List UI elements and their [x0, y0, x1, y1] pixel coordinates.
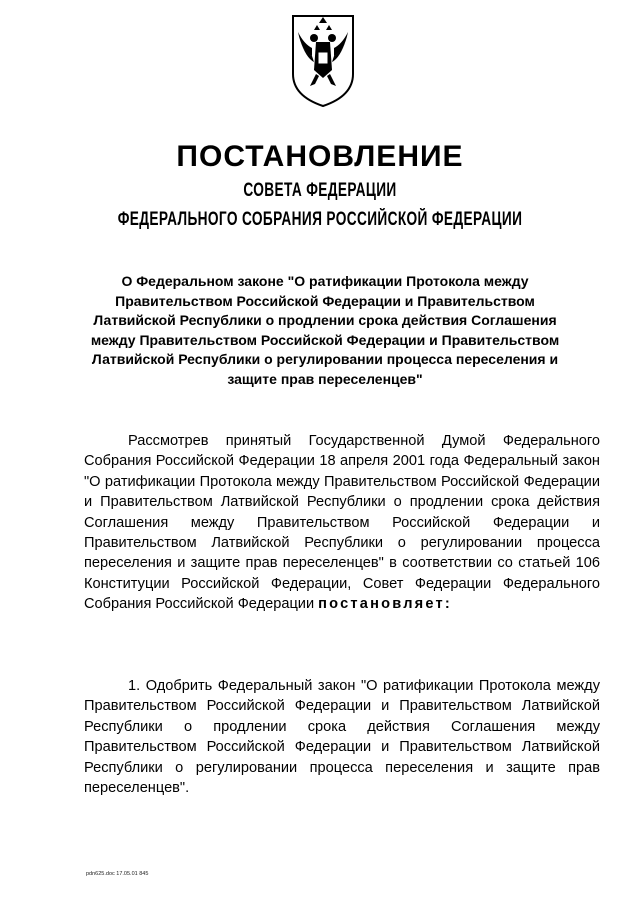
- document-subject: О Федеральном законе "О ратификации Протокола между Правительством Российской Федерации и Правительством Латвийской Республики о продлении срока действия Соглашения между Правительством Российской Федерации и Правительством Латвийской Республики о регулировании процесса переселения и защите прав переселенцев": [90, 273, 560, 387]
- file-footer: pdn625.doc 17.05.01 845: [86, 871, 149, 877]
- document-subtitle-council: СОВЕТА ФЕДЕРАЦИИ: [243, 180, 397, 201]
- coat-of-arms-icon: [290, 12, 356, 108]
- item-1-text: 1. Одобрить Федеральный закон "О ратификации Протокола между Правительством Российской Федерации и Правительством Латвийской Республики о продлении срока действия Соглашения между Правительством Российской Федерации и Правительством Латвийской Республики о регулировании процесса переселения и защите прав переселенцев".: [84, 678, 600, 797]
- paragraph-preamble: [84, 431, 600, 615]
- document-title: ПОСТАНОВЛЕНИЕ: [176, 140, 464, 173]
- paragraph-item-1: [84, 676, 600, 798]
- resolves-word: постановляет:: [318, 596, 452, 613]
- preamble-text: Рассмотрев принятый Государственной Думой Федерального Собрания Российской Федерации 18 апреля 2001 года Федеральный закон "О ратификации Протокола между Правительством Российской Федерации и Правительством Латвийской Республики о продлении срока действия Соглашения между Правительством Российской Федерации и Правительством Латвийской Республики о регулировании процесса переселения и защите прав переселенцев" в соответствии со статьей 106 Конституции Российской Федерации, Совет Федерации Федерального Собрания Российской Федерации: [84, 433, 600, 613]
- document-subtitle-assembly: ФЕДЕРАЛЬНОГО СОБРАНИЯ РОССИЙСКОЙ ФЕДЕРАЦИИ: [117, 209, 523, 230]
